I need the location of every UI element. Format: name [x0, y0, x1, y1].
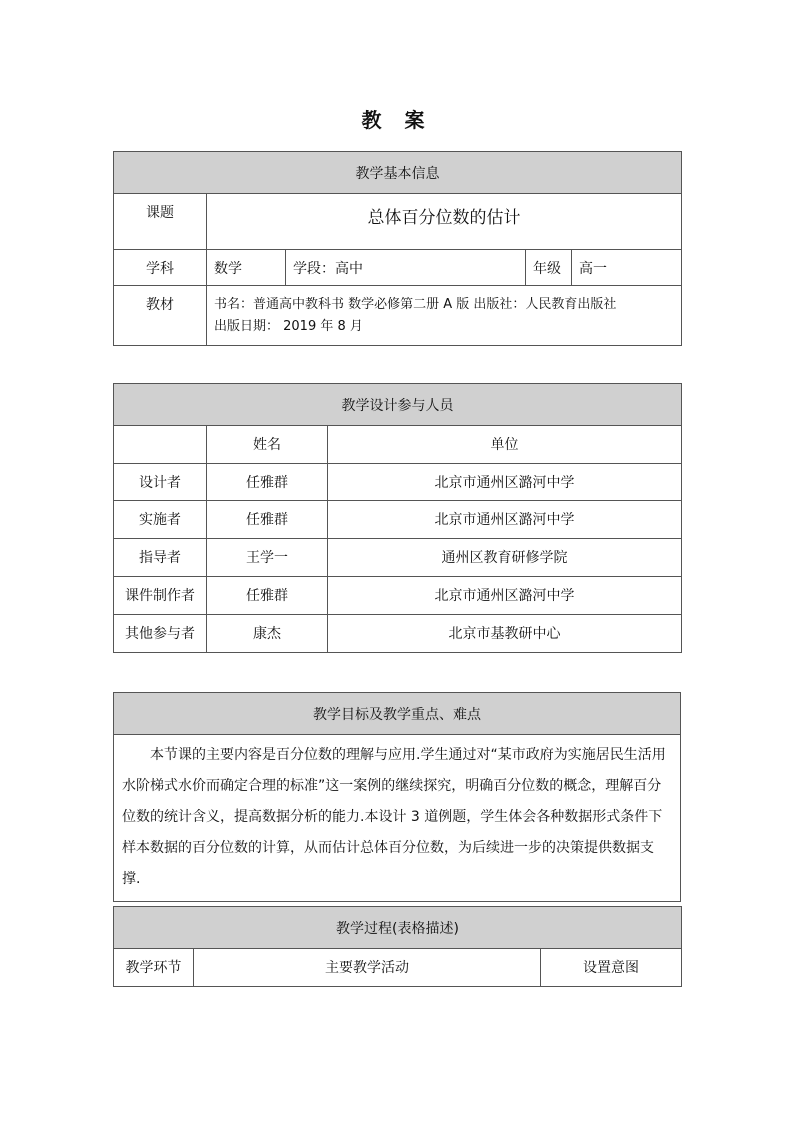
- col-header-unit: 单位: [328, 426, 682, 464]
- col-header-intent: 设置意图: [541, 949, 682, 987]
- unit-cell: 通州区教育研修学院: [328, 539, 682, 577]
- table-row: [114, 615, 682, 653]
- topic-label: 课题: [114, 194, 207, 250]
- textbook-info: [207, 286, 682, 346]
- page-title: 教 案: [361, 108, 433, 132]
- unit-cell: 北京市基教研中心: [328, 615, 682, 653]
- stage-value: 学段：高中: [286, 250, 526, 286]
- table-row: [114, 501, 682, 539]
- role-cell: 课件制作者: [114, 577, 207, 615]
- textbook-line-2: 出版日期： 2019 年 8 月: [214, 319, 363, 334]
- basic-info-table: [113, 151, 682, 346]
- participants-table: [113, 383, 682, 653]
- role-cell: 实施者: [114, 501, 207, 539]
- grade-value: 高一: [572, 250, 682, 286]
- goals-text: 本节课的主要内容是百分位数的理解与应用.学生通过对“某市政府为实施居民生活用水阶梯式水价而确定合理的标准”这一案例的继续探究，明确百分位数的概念，理解百分位数的统计含义，提高数据分析的能力.本设计 3 道例题，学生体会各种数据形式条件下样本数据的百分位数的计算，从而估计总体百分位数，为后续进一步的决策提供数据支撑.: [114, 735, 681, 902]
- subject-label: 学科: [114, 250, 207, 286]
- topic-value: 总体百分位数的估计: [207, 194, 682, 250]
- name-cell: 任雅群: [207, 501, 328, 539]
- subject-value: 数学: [207, 250, 286, 286]
- grade-label: 年级: [526, 250, 572, 286]
- unit-cell: 北京市通州区潞河中学: [328, 464, 682, 501]
- table-row: [114, 539, 682, 577]
- role-cell: 设计者: [114, 464, 207, 501]
- name-cell: 任雅群: [207, 577, 328, 615]
- role-cell: 其他参与者: [114, 615, 207, 653]
- goals-table: [113, 692, 681, 902]
- col-header-stage: 教学环节: [114, 949, 194, 987]
- goals-header: 教学目标及教学重点、难点: [114, 693, 681, 735]
- participants-header: 教学设计参与人员: [114, 384, 682, 426]
- textbook-label: 教材: [114, 286, 207, 346]
- process-table: [113, 906, 682, 987]
- unit-cell: 北京市通州区潞河中学: [328, 577, 682, 615]
- name-cell: 康杰: [207, 615, 328, 653]
- name-cell: 任雅群: [207, 464, 328, 501]
- basic-info-header: 教学基本信息: [114, 152, 682, 194]
- textbook-line-1: 书名：普通高中教科书 数学必修第二册 A 版 出版社：人民教育出版社: [214, 297, 617, 312]
- col-header-activity: 主要教学活动: [194, 949, 541, 987]
- col-header-name: 姓名: [207, 426, 328, 464]
- table-row: [114, 577, 682, 615]
- blank-cell: [114, 426, 207, 464]
- name-cell: 王学一: [207, 539, 328, 577]
- unit-cell: 北京市通州区潞河中学: [328, 501, 682, 539]
- table-row: [114, 464, 682, 501]
- role-cell: 指导者: [114, 539, 207, 577]
- process-header: 教学过程(表格描述): [114, 907, 682, 949]
